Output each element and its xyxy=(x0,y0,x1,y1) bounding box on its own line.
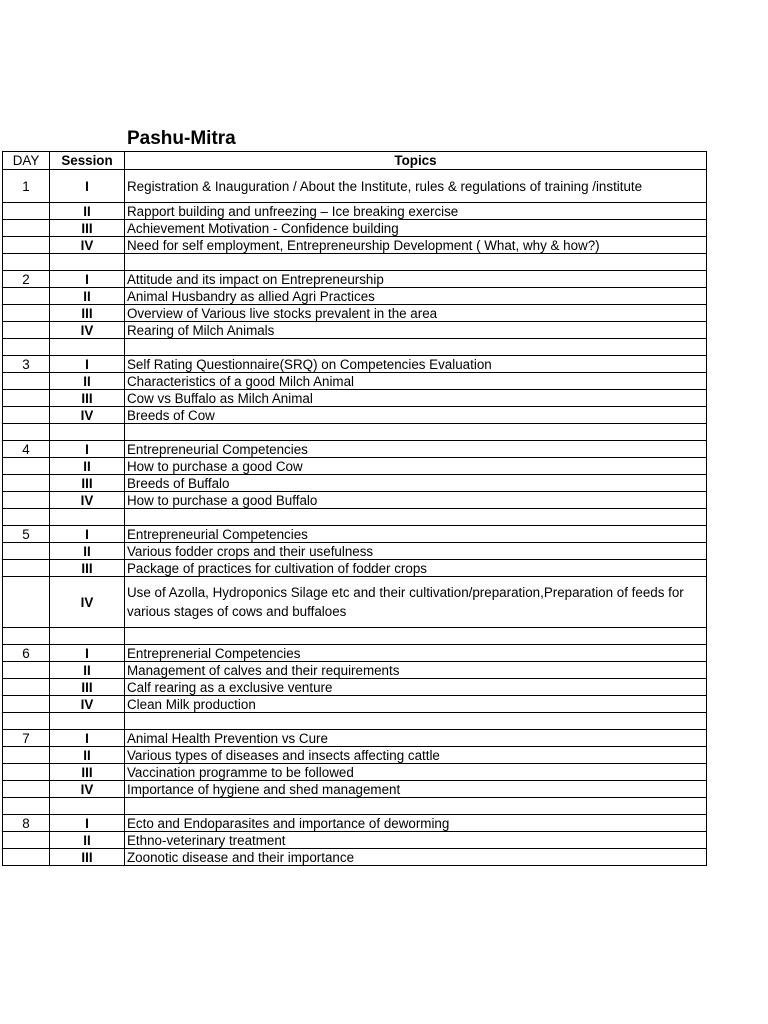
topic-cell: Achievement Motivation - Confidence building xyxy=(125,220,707,237)
table-row xyxy=(3,254,707,271)
column-header-session: Session xyxy=(50,152,125,170)
day-cell: 3 xyxy=(3,356,50,373)
day-cell xyxy=(3,543,50,560)
topic-cell: Various types of diseases and insects affecting cattle xyxy=(125,747,707,764)
table-row xyxy=(3,475,707,492)
table-row xyxy=(3,424,707,441)
table-row xyxy=(3,407,707,424)
table-row xyxy=(3,322,707,339)
day-cell xyxy=(3,390,50,407)
day-cell xyxy=(3,747,50,764)
table-row xyxy=(3,373,707,390)
day-cell xyxy=(3,458,50,475)
session-cell xyxy=(50,254,125,271)
topic-cell: Entrepreneurial Competencies xyxy=(125,441,707,458)
session-cell: III xyxy=(50,560,125,577)
session-cell: II xyxy=(50,543,125,560)
document-title: Pashu-Mitra xyxy=(127,128,236,149)
session-cell: I xyxy=(50,815,125,832)
topic-cell xyxy=(125,628,707,645)
topic-cell: Self Rating Questionnaire(SRQ) on Competencies Evaluation xyxy=(125,356,707,373)
topic-cell xyxy=(125,713,707,730)
table-row xyxy=(3,203,707,220)
session-cell: II xyxy=(50,832,125,849)
day-cell xyxy=(3,407,50,424)
topic-cell xyxy=(125,509,707,526)
day-cell: 1 xyxy=(3,170,50,203)
topic-cell: Breeds of Buffalo xyxy=(125,475,707,492)
topic-cell xyxy=(125,424,707,441)
topic-cell: Breeds of Cow xyxy=(125,407,707,424)
topic-cell: Attitude and its impact on Entrepreneurship xyxy=(125,271,707,288)
topic-cell xyxy=(125,339,707,356)
session-cell: III xyxy=(50,390,125,407)
day-cell xyxy=(3,220,50,237)
day-cell xyxy=(3,628,50,645)
session-cell: I xyxy=(50,170,125,203)
table-row xyxy=(3,170,707,203)
table-row xyxy=(3,781,707,798)
table-row xyxy=(3,509,707,526)
session-cell: I xyxy=(50,356,125,373)
topic-cell: Clean Milk production xyxy=(125,696,707,713)
day-cell xyxy=(3,849,50,866)
day-cell xyxy=(3,509,50,526)
topic-cell: Ecto and Endoparasites and importance of deworming xyxy=(125,815,707,832)
topic-cell: Rapport building and unfreezing – Ice breaking exercise xyxy=(125,203,707,220)
session-cell xyxy=(50,509,125,526)
session-cell: IV xyxy=(50,781,125,798)
day-cell xyxy=(3,764,50,781)
topic-cell: Package of practices for cultivation of fodder crops xyxy=(125,560,707,577)
topic-cell: Ethno-veterinary treatment xyxy=(125,832,707,849)
session-cell: II xyxy=(50,203,125,220)
session-cell: I xyxy=(50,645,125,662)
session-cell: III xyxy=(50,849,125,866)
topic-cell: Characteristics of a good Milch Animal xyxy=(125,373,707,390)
table-row xyxy=(3,662,707,679)
day-cell xyxy=(3,475,50,492)
day-cell: 2 xyxy=(3,271,50,288)
session-cell: II xyxy=(50,373,125,390)
topic-cell: Cow vs Buffalo as Milch Animal xyxy=(125,390,707,407)
session-cell: II xyxy=(50,288,125,305)
day-cell xyxy=(3,577,50,628)
session-cell xyxy=(50,628,125,645)
table-row xyxy=(3,713,707,730)
topic-cell: How to purchase a good Cow xyxy=(125,458,707,475)
topic-cell: Overview of Various live stocks prevalent in the area xyxy=(125,305,707,322)
day-cell xyxy=(3,798,50,815)
table-row xyxy=(3,526,707,543)
session-cell: I xyxy=(50,271,125,288)
day-cell xyxy=(3,203,50,220)
table-row xyxy=(3,679,707,696)
day-cell: 4 xyxy=(3,441,50,458)
table-row xyxy=(3,764,707,781)
column-header-topics: Topics xyxy=(125,152,707,170)
table-row xyxy=(3,730,707,747)
day-cell xyxy=(3,832,50,849)
day-cell xyxy=(3,781,50,798)
topic-cell: Use of Azolla, Hydroponics Silage etc and their cultivation/preparation,Preparation of feeds for various stages of cows and buffaloes xyxy=(125,577,707,628)
table-row xyxy=(3,271,707,288)
session-cell: IV xyxy=(50,237,125,254)
session-cell: IV xyxy=(50,577,125,628)
session-cell: IV xyxy=(50,322,125,339)
table-row xyxy=(3,560,707,577)
day-cell xyxy=(3,492,50,509)
session-cell: II xyxy=(50,458,125,475)
day-cell xyxy=(3,322,50,339)
table-row xyxy=(3,220,707,237)
topic-cell: Animal Husbandry as allied Agri Practices xyxy=(125,288,707,305)
session-cell: I xyxy=(50,441,125,458)
session-cell: III xyxy=(50,679,125,696)
day-cell xyxy=(3,696,50,713)
topic-cell: How to purchase a good Buffalo xyxy=(125,492,707,509)
day-cell xyxy=(3,288,50,305)
table-row xyxy=(3,815,707,832)
table-row xyxy=(3,577,707,628)
table-row xyxy=(3,832,707,849)
table-row xyxy=(3,696,707,713)
day-cell xyxy=(3,237,50,254)
session-cell xyxy=(50,339,125,356)
session-cell: II xyxy=(50,747,125,764)
day-cell: 5 xyxy=(3,526,50,543)
session-cell: I xyxy=(50,526,125,543)
day-cell: 7 xyxy=(3,730,50,747)
day-cell xyxy=(3,305,50,322)
session-cell: IV xyxy=(50,407,125,424)
day-cell xyxy=(3,339,50,356)
table-row xyxy=(3,305,707,322)
table-row xyxy=(3,339,707,356)
session-cell: IV xyxy=(50,492,125,509)
day-cell xyxy=(3,713,50,730)
topic-cell: Calf rearing as a exclusive venture xyxy=(125,679,707,696)
topic-cell: Zoonotic disease and their importance xyxy=(125,849,707,866)
session-cell: IV xyxy=(50,696,125,713)
day-cell xyxy=(3,679,50,696)
topic-cell xyxy=(125,798,707,815)
day-cell xyxy=(3,662,50,679)
topic-cell: Registration & Inauguration / About the Institute, rules & regulations of training /institute xyxy=(125,170,707,203)
day-cell: 8 xyxy=(3,815,50,832)
table-row xyxy=(3,237,707,254)
day-cell xyxy=(3,560,50,577)
topic-cell: Various fodder crops and their usefulness xyxy=(125,543,707,560)
topic-cell: Management of calves and their requirements xyxy=(125,662,707,679)
table-row xyxy=(3,849,707,866)
session-cell xyxy=(50,713,125,730)
session-cell: III xyxy=(50,475,125,492)
table-header-row xyxy=(3,152,707,170)
session-cell: III xyxy=(50,220,125,237)
table-row xyxy=(3,492,707,509)
day-cell xyxy=(3,424,50,441)
training-schedule-table xyxy=(2,151,707,866)
day-cell: 6 xyxy=(3,645,50,662)
table-row xyxy=(3,458,707,475)
table-row xyxy=(3,645,707,662)
session-cell xyxy=(50,424,125,441)
session-cell: II xyxy=(50,662,125,679)
session-cell: III xyxy=(50,305,125,322)
day-cell xyxy=(3,373,50,390)
table-row xyxy=(3,441,707,458)
table-row xyxy=(3,543,707,560)
topic-cell: Entrepreneurial Competencies xyxy=(125,526,707,543)
topic-cell: Rearing of Milch Animals xyxy=(125,322,707,339)
table-row xyxy=(3,356,707,373)
topic-cell: Vaccination programme to be followed xyxy=(125,764,707,781)
table-row xyxy=(3,288,707,305)
session-cell: I xyxy=(50,730,125,747)
topic-cell: Importance of hygiene and shed management xyxy=(125,781,707,798)
session-cell xyxy=(50,798,125,815)
topic-cell: Entreprenerial Competencies xyxy=(125,645,707,662)
table-row xyxy=(3,747,707,764)
topic-cell xyxy=(125,254,707,271)
table-row xyxy=(3,390,707,407)
topic-cell: Animal Health Prevention vs Cure xyxy=(125,730,707,747)
table-row xyxy=(3,628,707,645)
session-cell: III xyxy=(50,764,125,781)
topic-cell: Need for self employment, Entrepreneurship Development ( What, why & how?) xyxy=(125,237,707,254)
day-cell xyxy=(3,254,50,271)
table-row xyxy=(3,798,707,815)
column-header-day: DAY xyxy=(3,152,50,170)
